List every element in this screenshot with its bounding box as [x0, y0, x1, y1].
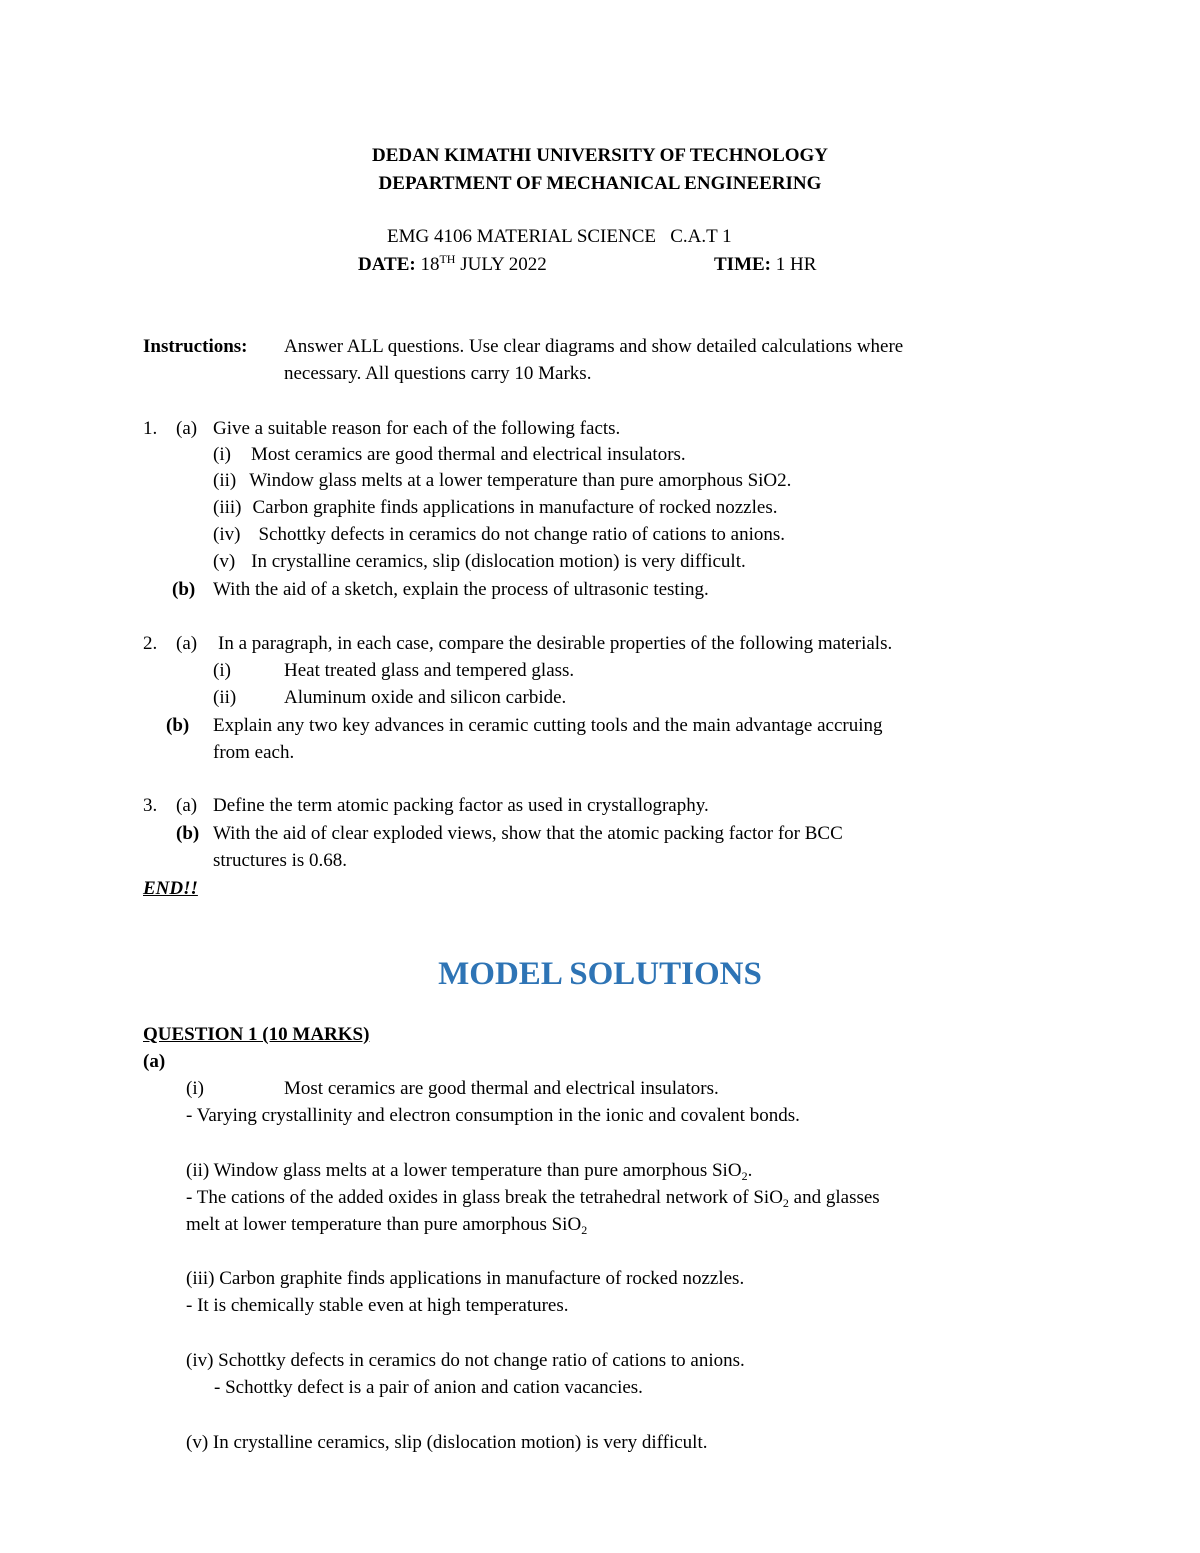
question-1a-label: (a): [176, 418, 198, 439]
solution-iv-answer: - Schottky defect is a pair of anion and cation vacancies.: [214, 1377, 643, 1398]
solution-ii-answer-line-2: [186, 1211, 587, 1238]
solution-i-answer: - Varying crystallinity and electron consumption in the ionic and covalent bonds.: [186, 1105, 800, 1126]
question-1a-text: Give a suitable reason for each of the following facts.: [213, 418, 621, 439]
solution-part-a-label: (a): [143, 1051, 166, 1072]
solution-v-question: (v) In crystalline ceramics, slip (dislocation motion) is very difficult.: [186, 1432, 708, 1453]
question-1a-item-i: [213, 441, 686, 468]
solution-iii-answer: - It is chemically stable even at high temperatures.: [186, 1295, 569, 1316]
course-title: EMG 4106 MATERIAL SCIENCE C.A.T 1: [387, 226, 732, 247]
question-1-solution-heading: QUESTION 1 (10 MARKS): [143, 1024, 370, 1045]
solution-ii-answer-text: - The cations of the added oxides in glass break the tetrahedral network of SiO: [186, 1187, 783, 1208]
item-text: Schottky defects in ceramics do not change ratio of cations to anions.: [258, 524, 786, 545]
question-2a-item-i-label: (i): [213, 660, 231, 681]
item-label: (ii): [213, 470, 237, 491]
question-1b-text: With the aid of a sketch, explain the process of ultrasonic testing.: [213, 579, 709, 600]
question-3a-label: (a): [176, 795, 198, 816]
university-name: DEDAN KIMATHI UNIVERSITY OF TECHNOLOGY: [371, 145, 829, 166]
question-1a-item-iv: [213, 521, 785, 548]
solution-ii-question: [186, 1157, 752, 1184]
date-month-year: JULY 2022: [460, 254, 547, 275]
date-label: DATE:: [358, 254, 416, 275]
solution-ii-answer-text-end: and glasses: [788, 1187, 880, 1208]
question-2a-label: (a): [176, 633, 198, 654]
question-1b-label: (b): [172, 579, 196, 600]
subscript-2: 2: [741, 1169, 748, 1183]
solution-ii-text: (ii) Window glass melts at a lower temperature than pure amorphous SiO: [186, 1160, 742, 1181]
question-2b-line-1: Explain any two key advances in ceramic cutting tools and the main advantage accruing: [213, 715, 883, 736]
question-2-number: 2.: [143, 633, 158, 654]
item-label: (i): [213, 444, 231, 465]
question-3b-line-2: structures is 0.68.: [213, 850, 348, 871]
instructions-line-1: Answer ALL questions. Use clear diagrams and show detailed calculations where: [284, 336, 904, 357]
solution-iv-question: (iv) Schottky defects in ceramics do not change ratio of cations to anions.: [186, 1350, 745, 1371]
time-label: TIME:: [714, 254, 771, 275]
exam-date: [358, 251, 547, 278]
item-label: (v): [213, 551, 236, 572]
subscript-2: 2: [581, 1223, 588, 1237]
subscript-2: 2: [782, 1196, 789, 1210]
question-3b-label: (b): [176, 823, 200, 844]
question-2b-label: (b): [166, 715, 190, 736]
department-name: DEPARTMENT OF MECHANICAL ENGINEERING: [378, 173, 822, 194]
item-label: (iv): [213, 524, 241, 545]
model-solutions-title: MODEL SOLUTIONS: [438, 956, 762, 992]
end-marker: END!!: [143, 878, 198, 899]
time-value: 1 HR: [775, 254, 817, 275]
question-1a-item-v: [213, 548, 746, 575]
instructions-line-2: necessary. All questions carry 10 Marks.: [284, 363, 592, 384]
item-label: (iii): [213, 497, 242, 518]
date-day: 18: [420, 254, 440, 275]
solution-i-question: Most ceramics are good thermal and electrical insulators.: [284, 1078, 719, 1099]
question-2a-item-ii-text: Aluminum oxide and silicon carbide.: [284, 687, 567, 708]
question-1a-item-iii: [213, 494, 777, 521]
item-text: Window glass melts at a lower temperature than pure amorphous SiO2.: [249, 470, 792, 491]
question-3-number: 3.: [143, 795, 158, 816]
solution-ii-answer-line-1: [186, 1184, 880, 1211]
period: .: [747, 1160, 753, 1181]
date-suffix: TH: [439, 252, 456, 266]
solution-i-label: (i): [186, 1078, 204, 1099]
solution-iii-question: (iii) Carbon graphite finds applications in manufacture of rocked nozzles.: [186, 1268, 745, 1289]
question-3b-line-1: With the aid of clear exploded views, show that the atomic packing factor for BCC: [213, 823, 843, 844]
question-3a-text: Define the term atomic packing factor as used in crystallography.: [213, 795, 709, 816]
instructions-label: Instructions:: [143, 336, 248, 357]
question-2a-item-ii-label: (ii): [213, 687, 237, 708]
item-text: Most ceramics are good thermal and electrical insulators.: [250, 444, 686, 465]
item-text: Carbon graphite finds applications in manufacture of rocked nozzles.: [252, 497, 778, 518]
question-1a-item-ii: [213, 467, 791, 494]
question-2b-line-2: from each.: [213, 742, 295, 763]
item-text: In crystalline ceramics, slip (dislocation motion) is very difficult.: [251, 551, 746, 572]
question-2a-text: In a paragraph, in each case, compare the desirable properties of the following materials.: [218, 633, 893, 654]
question-2a-item-i-text: Heat treated glass and tempered glass.: [284, 660, 575, 681]
solution-ii-answer-text-2: melt at lower temperature than pure amorphous SiO: [186, 1214, 582, 1235]
question-1-number: 1.: [143, 418, 158, 439]
exam-time: [714, 251, 816, 278]
